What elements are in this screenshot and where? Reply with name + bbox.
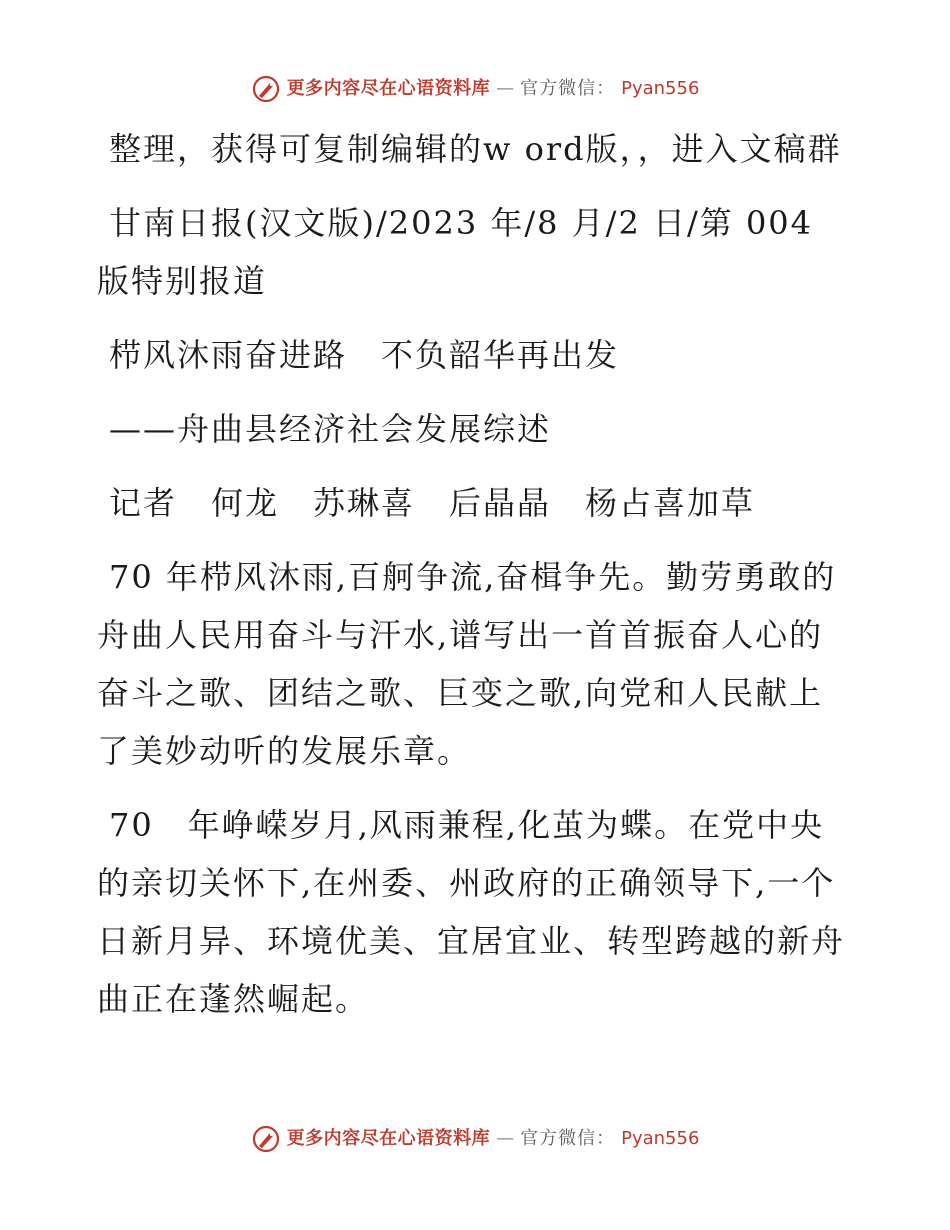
- watermark-site-text: 更多内容尽在心语资料库: [286, 1128, 491, 1149]
- article-subtitle: ——舟曲县经济社会发展综述: [109, 410, 552, 448]
- intro-note: 整理，获得可复制编辑的w ord版，，进入文稿群: [109, 130, 842, 168]
- document-body: [97, 120, 857, 1044]
- pen-nib-logo-icon: [251, 74, 281, 104]
- watermark-separator: —: [496, 78, 515, 99]
- article-title: 栉风沐雨奋进路 不负韶华再出发: [109, 336, 620, 374]
- body-paragraph: 70 年栉风沐雨,百舸争流,奋楫争先。勤劳勇敢的舟曲人民用奋斗与汗水,谱写出一首首振奋人心的奋斗之歌、团结之歌、巨变之歌,向党和人民献上了美妙动听的发展乐章。: [97, 558, 837, 770]
- pen-nib-logo-icon: [251, 1124, 281, 1154]
- byline: 记者 何龙 苏琳喜 后晶晶 杨占喜加草: [109, 484, 756, 522]
- body-paragraph: 70 年峥嵘岁月,风雨兼程,化茧为蝶。在党中央的亲切关怀下,在州委、州政府的正确领导下,一个日新月异、环境优美、宜居宜业、转型跨越的新舟曲正在蓬然崛起。: [97, 806, 846, 1018]
- watermark-official-label: 官方微信：: [520, 1128, 616, 1149]
- watermark-official-label: 官方微信：: [520, 78, 616, 99]
- watermark-wechat-id: Pyan556: [621, 78, 700, 99]
- watermark-wechat-id: Pyan556: [621, 1128, 700, 1149]
- watermark-site-text: 更多内容尽在心语资料库: [286, 78, 491, 99]
- header-watermark: [0, 74, 950, 104]
- watermark-separator: —: [496, 1128, 515, 1149]
- footer-watermark: [0, 1124, 950, 1154]
- source-line: 甘南日报(汉文版)/2023 年/8 月/2 日/第 004 版特别报道: [97, 204, 814, 300]
